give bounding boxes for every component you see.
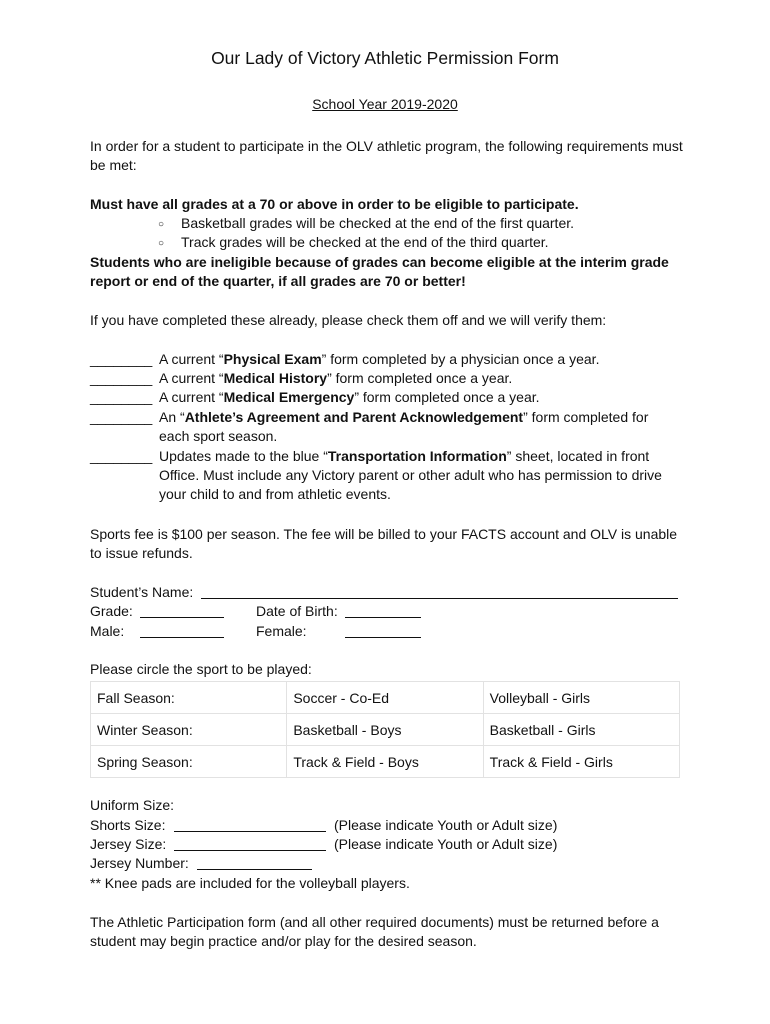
uniform-heading: Uniform Size: [90, 797, 175, 813]
checklist-item-agreement: An “Athlete’s Agreement and Parent Acknowledgement” form completed for [159, 409, 649, 425]
bullet-icon: ○ [158, 238, 165, 249]
jersey-number-label: Jersey Number: [90, 855, 189, 871]
season-fall: Fall Season: [91, 682, 287, 714]
jersey-number-field[interactable] [197, 869, 312, 870]
sport-option[interactable]: Track & Field - Girls [483, 746, 679, 778]
grade-label: Grade: [90, 603, 133, 619]
jersey-size-note: (Please indicate Youth or Adult size) [334, 836, 558, 852]
sport-option[interactable]: Basketball - Girls [483, 714, 679, 746]
dob-label: Date of Birth: [256, 603, 338, 619]
shorts-size-field[interactable] [174, 831, 326, 832]
grade-field[interactable] [140, 617, 224, 618]
checklist-item-transportation-cont-2: your child to and from athletic events. [159, 486, 391, 502]
ineligible-note-1: Students who are ineligible because of grades can become eligible at the interim grade [90, 254, 669, 270]
male-field[interactable] [140, 637, 224, 638]
checklist-item-transportation-cont-1: Office. Must include any Victory parent or other adult who has permission to drive [159, 467, 662, 483]
table-row [91, 714, 680, 746]
sport-option[interactable]: Volleyball - Girls [483, 682, 679, 714]
grade-check-basketball: Basketball grades will be checked at the end of the first quarter. [181, 215, 575, 231]
checklist-item-physical: A current “Physical Exam” form completed by a physician once a year. [159, 351, 600, 367]
closing-line-1: The Athletic Participation form (and all other required documents) must be returned before a [90, 914, 659, 930]
dob-field[interactable] [345, 617, 421, 618]
ineligible-note-2: report or end of the quarter, if all grades are 70 or better! [90, 273, 466, 289]
female-label: Female: [256, 623, 307, 639]
intro-line-1: In order for a student to participate in the OLV athletic program, the following requirements must [90, 138, 683, 154]
check-blank[interactable]: ________ [90, 409, 153, 425]
closing-line-2: student may begin practice and/or play for the desired season. [90, 933, 477, 949]
fee-line-2: to issue refunds. [90, 545, 193, 561]
fee-line-1: Sports fee is $100 per season. The fee will be billed to your FACTS account and OLV is unable [90, 526, 678, 542]
intro-line-2: be met: [90, 157, 137, 173]
check-blank[interactable]: ________ [90, 351, 153, 367]
shorts-size-note: (Please indicate Youth or Adult size) [334, 817, 558, 833]
school-year: School Year 2019-2020 [312, 96, 458, 112]
checklist-intro: If you have completed these already, please check them off and we will verify them: [90, 312, 607, 328]
checklist-item-transportation: Updates made to the blue “Transportation Information” sheet, located in front [159, 448, 650, 464]
form-title: Our Lady of Victory Athletic Permission Form [211, 48, 559, 68]
check-blank[interactable]: ________ [90, 389, 153, 405]
season-winter: Winter Season: [91, 714, 287, 746]
bullet-icon: ○ [158, 219, 165, 230]
jersey-size-field[interactable] [174, 850, 326, 851]
sport-option[interactable]: Basketball - Boys [287, 714, 483, 746]
grades-rule: Must have all grades at a 70 or above in order to be eligible to participate. [90, 196, 579, 212]
grade-check-track: Track grades will be checked at the end of the third quarter. [181, 234, 549, 250]
student-name-label: Student’s Name: [90, 584, 194, 600]
checklist-item-emergency: A current “Medical Emergency” form completed once a year. [159, 389, 540, 405]
sport-option[interactable]: Track & Field - Boys [287, 746, 483, 778]
table-row [91, 682, 680, 714]
shorts-size-label: Shorts Size: [90, 817, 166, 833]
season-spring: Spring Season: [91, 746, 287, 778]
sports-table [90, 681, 680, 778]
check-blank[interactable]: ________ [90, 448, 153, 464]
table-row [91, 746, 680, 778]
student-name-field[interactable] [201, 598, 678, 599]
checklist-item-agreement-cont: each sport season. [159, 428, 278, 444]
sport-option[interactable]: Soccer - Co-Ed [287, 682, 483, 714]
jersey-size-label: Jersey Size: [90, 836, 167, 852]
male-label: Male: [90, 623, 125, 639]
female-field[interactable] [345, 637, 421, 638]
knee-pads-note: ** Knee pads are included for the volleyball players. [90, 875, 410, 891]
check-blank[interactable]: ________ [90, 370, 153, 386]
checklist-item-history: A current “Medical History” form completed once a year. [159, 370, 513, 386]
sport-prompt: Please circle the sport to be played: [90, 661, 312, 677]
